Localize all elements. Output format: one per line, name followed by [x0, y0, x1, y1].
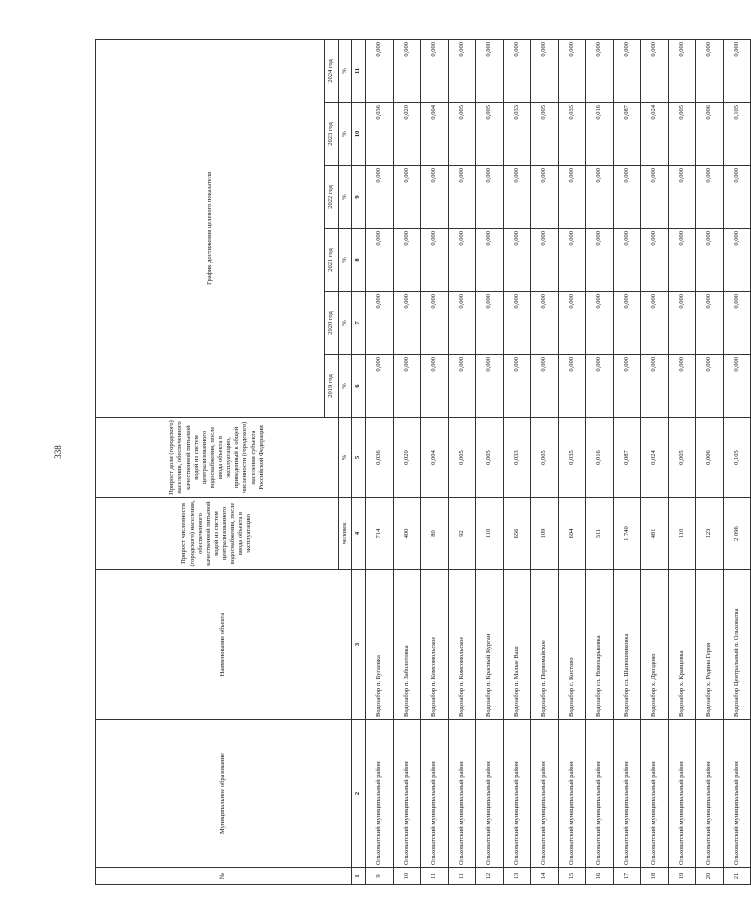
municipality-cell: Ольховатский муниципальный район [613, 720, 641, 868]
year-value-cell: 0,000 [641, 229, 669, 292]
year-value-cell: 0,000 [696, 166, 724, 229]
year-value-cell: 0,000 [641, 355, 669, 418]
column-number-row [352, 39, 366, 884]
year-value-cell: 0,000 [448, 39, 476, 102]
year-value-cell: 0,005 [531, 103, 559, 166]
header-no: № [96, 868, 352, 885]
population-growth-cell: 1 740 [613, 498, 641, 570]
object-name-cell: Водозабор п. Красный Курган [476, 570, 504, 720]
population-growth-cell: 714 [366, 498, 394, 570]
year-value-cell: 0,000 [558, 229, 586, 292]
year-value-cell: 0,000 [613, 229, 641, 292]
unit-percent-year: % [339, 166, 352, 229]
year-value-cell: 0,000 [668, 292, 696, 355]
municipality-cell: Ольховатский муниципальный район [448, 720, 476, 868]
table-row [586, 39, 614, 884]
row-number: 14 [531, 868, 559, 885]
column-number: 3 [352, 570, 366, 720]
year-value-cell: 0,000 [503, 292, 531, 355]
object-name-cell: Водозабор п. Комсомольское [421, 570, 449, 720]
share-growth-cell: 0,033 [503, 418, 531, 498]
row-number: 19 [668, 868, 696, 885]
year-value-cell: 0,000 [558, 292, 586, 355]
table-row [641, 39, 669, 884]
population-growth-cell: 656 [503, 498, 531, 570]
year-value-cell: 0,000 [613, 292, 641, 355]
year-value-cell: 0,000 [421, 355, 449, 418]
row-number: 18 [641, 868, 669, 885]
year-value-cell: 0,000 [421, 229, 449, 292]
table-row [421, 39, 449, 884]
share-growth-cell: 0,105 [723, 418, 751, 498]
table-row [393, 39, 421, 884]
population-growth-cell: 2 096 [723, 498, 751, 570]
object-name-cell: Водозабор п. Комсомольское [448, 570, 476, 720]
year-value-cell: 0,000 [668, 229, 696, 292]
year-value-cell: 0,000 [503, 229, 531, 292]
share-growth-cell: 0,016 [586, 418, 614, 498]
year-value-cell: 0,000 [503, 39, 531, 102]
row-number: 13 [503, 868, 531, 885]
year-value-cell: 0,000 [366, 39, 394, 102]
share-growth-cell: 0,005 [531, 418, 559, 498]
year-value-cell: 0,000 [723, 292, 751, 355]
year-value-cell: 0,000 [476, 355, 504, 418]
year-header-2024: 2024 год [325, 39, 339, 102]
year-value-cell: 0,000 [421, 39, 449, 102]
share-growth-cell: 0,020 [393, 418, 421, 498]
column-number: 1 [352, 868, 366, 885]
table-row [668, 39, 696, 884]
year-value-cell: 0,000 [641, 166, 669, 229]
municipality-cell: Ольховатский муниципальный район [723, 720, 751, 868]
year-value-cell: 0,000 [531, 355, 559, 418]
column-number: 8 [352, 229, 366, 292]
object-name-cell: Водозабор сл. Новохарьковка [586, 570, 614, 720]
year-header-2022: 2022 год [325, 166, 339, 229]
year-value-cell: 0,000 [366, 229, 394, 292]
unit-percent-year: % [339, 229, 352, 292]
column-number: 9 [352, 166, 366, 229]
share-growth-cell: 0,005 [476, 418, 504, 498]
year-value-cell: 0,016 [586, 103, 614, 166]
year-value-cell: 0,000 [366, 166, 394, 229]
municipality-cell: Ольховатский муниципальный район [668, 720, 696, 868]
year-value-cell: 0,005 [448, 103, 476, 166]
year-value-cell: 0,000 [476, 39, 504, 102]
municipality-cell: Ольховатский муниципальный район [393, 720, 421, 868]
year-value-cell: 0,006 [696, 103, 724, 166]
year-value-cell: 0,000 [448, 166, 476, 229]
year-value-cell: 0,000 [613, 355, 641, 418]
year-value-cell: 0,000 [696, 292, 724, 355]
year-value-cell: 0,000 [641, 39, 669, 102]
population-growth-cell: 400 [393, 498, 421, 570]
year-value-cell: 0,004 [421, 103, 449, 166]
row-number: 20 [696, 868, 724, 885]
target-indicator-table [95, 39, 751, 885]
year-value-cell: 0,000 [558, 355, 586, 418]
population-growth-cell: 110 [668, 498, 696, 570]
year-value-cell: 0,000 [448, 229, 476, 292]
municipality-cell: Ольховатский муниципальный район [531, 720, 559, 868]
year-value-cell: 0,000 [393, 166, 421, 229]
year-value-cell: 0,000 [503, 166, 531, 229]
column-number: 4 [352, 498, 366, 570]
municipality-cell: Ольховатский муниципальный район [366, 720, 394, 868]
header-schedule: График достижения целевого показателя [96, 39, 325, 417]
year-value-cell: 0,000 [558, 39, 586, 102]
object-name-cell: Водозабор п. Малые Ваш [503, 570, 531, 720]
table-row [503, 39, 531, 884]
year-value-cell: 0,024 [641, 103, 669, 166]
year-value-cell: 0,000 [723, 166, 751, 229]
year-value-cell: 0,005 [476, 103, 504, 166]
column-number: 11 [352, 39, 366, 102]
year-value-cell: 0,000 [503, 355, 531, 418]
table-row [531, 39, 559, 884]
header-share-growth: Прирост доли (городского) населения, обеспеченного качественной питьевой водой из систем централизованного водоснабжения, после ввода объекта в эксплуатацию, приведенный к общей численности (городского) населения субъекта Российской Федерации [96, 418, 339, 498]
object-name-cell: Водозабор х. Родина Героя [696, 570, 724, 720]
year-value-cell: 0,000 [476, 292, 504, 355]
year-value-cell: 0,105 [723, 103, 751, 166]
row-number: 21 [723, 868, 751, 885]
year-value-cell: 0,000 [723, 39, 751, 102]
year-value-cell: 0,020 [393, 103, 421, 166]
municipality-cell: Ольховатский муниципальный район [558, 720, 586, 868]
year-value-cell: 0,000 [393, 229, 421, 292]
year-value-cell: 0,005 [668, 103, 696, 166]
unit-percent-year: % [339, 292, 352, 355]
row-number: 9 [366, 868, 394, 885]
year-value-cell: 0,035 [558, 103, 586, 166]
share-growth-cell: 0,005 [668, 418, 696, 498]
year-value-cell: 0,033 [503, 103, 531, 166]
header-municipality: Муниципальное образование [96, 720, 352, 868]
column-number: 6 [352, 355, 366, 418]
year-value-cell: 0,000 [558, 166, 586, 229]
year-header-2023: 2023 год [325, 103, 339, 166]
object-name-cell: Водозабор Центральный п. Ольховатка [723, 570, 751, 720]
municipality-cell: Ольховатский муниципальный район [421, 720, 449, 868]
row-number: 17 [613, 868, 641, 885]
year-header-2020: 2020 год [325, 292, 339, 355]
table-row [476, 39, 504, 884]
population-growth-cell: 110 [476, 498, 504, 570]
population-growth-cell: 481 [641, 498, 669, 570]
table-row [696, 39, 724, 884]
table-row [366, 39, 394, 884]
share-growth-cell: 0,004 [421, 418, 449, 498]
year-value-cell: 0,000 [668, 166, 696, 229]
object-name-cell: Водозабор х. Дроздово [641, 570, 669, 720]
column-number: 7 [352, 292, 366, 355]
unit-percent-year: % [339, 355, 352, 418]
year-value-cell: 0,000 [668, 355, 696, 418]
year-value-cell: 0,000 [586, 292, 614, 355]
year-value-cell: 0,000 [586, 229, 614, 292]
share-growth-cell: 0,035 [558, 418, 586, 498]
year-value-cell: 0,000 [531, 39, 559, 102]
unit-percent: % [339, 418, 352, 498]
column-number: 10 [352, 103, 366, 166]
rotated-table-container [95, 40, 740, 885]
year-value-cell: 0,000 [366, 292, 394, 355]
year-value-cell: 0,036 [366, 103, 394, 166]
municipality-cell: Ольховатский муниципальный район [503, 720, 531, 868]
year-value-cell: 0,000 [586, 355, 614, 418]
year-value-cell: 0,000 [696, 229, 724, 292]
population-growth-cell: 92 [448, 498, 476, 570]
table-body [366, 39, 751, 884]
year-header-2019: 2019 год [325, 355, 339, 418]
year-value-cell: 0,000 [393, 355, 421, 418]
year-value-cell: 0,000 [531, 229, 559, 292]
row-number: 10 [393, 868, 421, 885]
row-number: 12 [476, 868, 504, 885]
unit-percent-year: % [339, 103, 352, 166]
row-number: 11 [421, 868, 449, 885]
year-value-cell: 0,000 [476, 229, 504, 292]
row-number: 16 [586, 868, 614, 885]
population-growth-cell: 80 [421, 498, 449, 570]
year-value-cell: 0,000 [613, 166, 641, 229]
year-value-cell: 0,000 [393, 39, 421, 102]
share-growth-cell: 0,036 [366, 418, 394, 498]
object-name-cell: Водозабор п. Бугаевка [366, 570, 394, 720]
year-value-cell: 0,000 [668, 39, 696, 102]
year-value-cell: 0,000 [696, 355, 724, 418]
column-number: 5 [352, 418, 366, 498]
municipality-cell: Ольховатский муниципальный район [476, 720, 504, 868]
object-name-cell: Водозабор п. Заболотовка [393, 570, 421, 720]
year-value-cell: 0,000 [421, 292, 449, 355]
population-growth-cell: 123 [696, 498, 724, 570]
municipality-cell: Ольховатский муниципальный район [586, 720, 614, 868]
population-growth-cell: 109 [531, 498, 559, 570]
year-value-cell: 0,000 [366, 355, 394, 418]
year-value-cell: 0,000 [586, 166, 614, 229]
table-row [448, 39, 476, 884]
year-value-cell: 0,000 [531, 166, 559, 229]
year-value-cell: 0,000 [613, 39, 641, 102]
year-value-cell: 0,000 [696, 39, 724, 102]
object-name-cell: Водозабор сл. Шапошниковка [613, 570, 641, 720]
object-name-cell: Водозабор с. Костово [558, 570, 586, 720]
share-growth-cell: 0,005 [448, 418, 476, 498]
page-number: 338 [53, 445, 63, 459]
year-value-cell: 0,000 [421, 166, 449, 229]
row-number: 11 [448, 868, 476, 885]
year-value-cell: 0,000 [448, 292, 476, 355]
year-value-cell: 0,000 [723, 229, 751, 292]
year-value-cell: 0,000 [393, 292, 421, 355]
population-growth-cell: 694 [558, 498, 586, 570]
year-value-cell: 0,000 [586, 39, 614, 102]
year-value-cell: 0,087 [613, 103, 641, 166]
unit-people: человек [339, 498, 352, 570]
year-value-cell: 0,000 [531, 292, 559, 355]
share-growth-cell: 0,024 [641, 418, 669, 498]
year-value-cell: 0,000 [723, 355, 751, 418]
row-number: 15 [558, 868, 586, 885]
header-object-name: Наименование объекта [96, 570, 352, 720]
year-value-cell: 0,000 [476, 166, 504, 229]
unit-percent-year: % [339, 39, 352, 102]
population-growth-cell: 311 [586, 498, 614, 570]
table-row [613, 39, 641, 884]
share-growth-cell: 0,006 [696, 418, 724, 498]
year-value-cell: 0,000 [641, 292, 669, 355]
table-row [723, 39, 751, 884]
column-number: 2 [352, 720, 366, 868]
year-header-2021: 2021 год [325, 229, 339, 292]
object-name-cell: Водозабор х. Кравцовка [668, 570, 696, 720]
municipality-cell: Ольховатский муниципальный район [696, 720, 724, 868]
object-name-cell: Водозабор п. Первомайское [531, 570, 559, 720]
header-population-growth: Прирост численности (городского) населения, обеспеченного качественной питьевой водой из систем централизованного водоснабжения, после ввода объекта в эксплуатацию [96, 498, 339, 570]
municipality-cell: Ольховатский муниципальный район [641, 720, 669, 868]
year-value-cell: 0,000 [448, 355, 476, 418]
table-row [558, 39, 586, 884]
share-growth-cell: 0,087 [613, 418, 641, 498]
